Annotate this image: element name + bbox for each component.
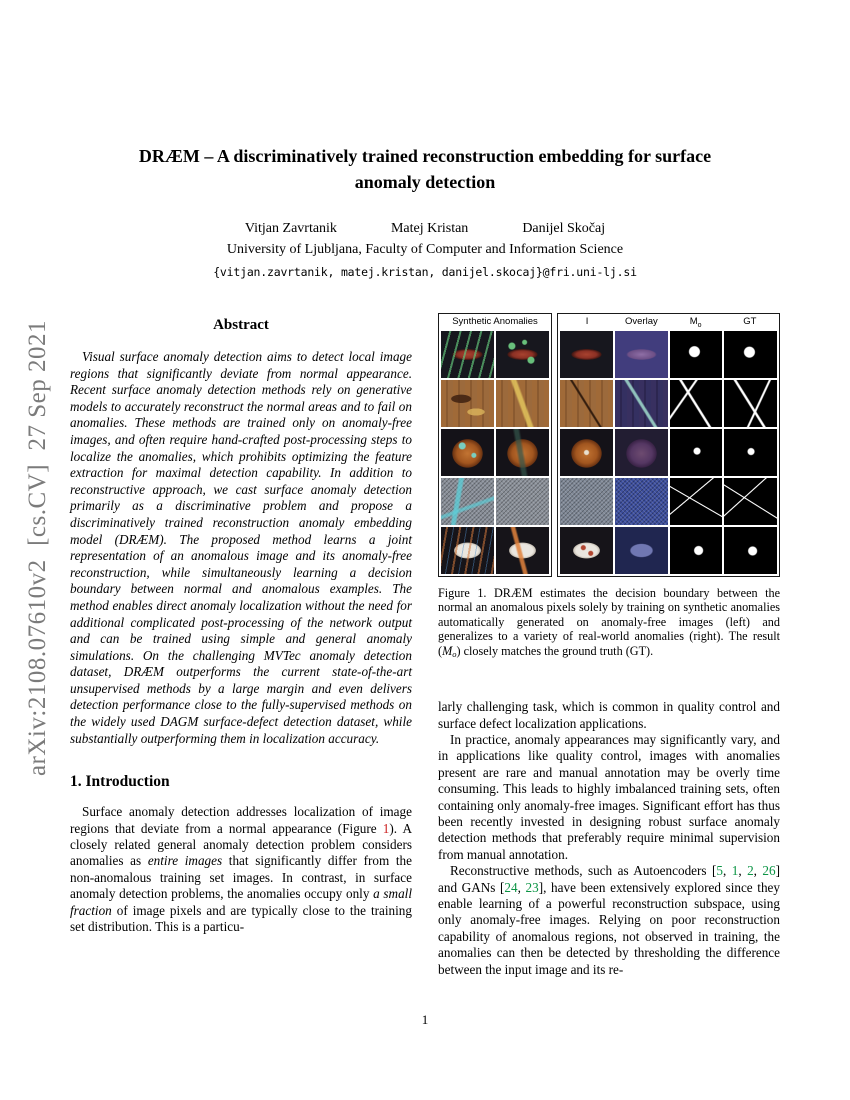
author-name-3: Danijel Skočaj [522, 221, 606, 236]
fig-cell-wood-gt [724, 380, 777, 427]
figure-panel-synthetic [438, 313, 552, 577]
fig-cell-capsule-syn2 [496, 331, 549, 378]
figure-header-synthetic: Synthetic Anomalies [452, 316, 538, 327]
fig-cell-capsule-gt [724, 331, 777, 378]
figure-1-grids [438, 313, 780, 577]
fig-cell-grid-mo [670, 478, 723, 525]
citation-link[interactable]: 24 [504, 879, 518, 895]
fig-cell-hazelnut-i [560, 429, 613, 476]
affiliation: University of Ljubljana, Faculty of Computer and Information Science [226, 242, 624, 257]
figure-grid-real [558, 329, 779, 576]
figure-col-header-gt: GT [743, 316, 757, 327]
body-paragraph-2: In practice, anomaly appearances may significantly vary, and in applications like quality control, images with anomalies present are rare and manual annotation may be overly time consuming. This leads to highly imbalanced training sets, often containing only anomaly-free images. Significant effort has thus been recently invested in designing robust surface anomaly detection methods that preferably require minimal supervision from manual annotation. [438, 731, 780, 862]
figure-col-header-overlay: Overlay [625, 316, 658, 327]
fig-cell-pill-overlay [615, 527, 668, 574]
arxiv-watermark: arXiv:2108.07610v2 [cs.CV] 27 Sep 2021 [24, 319, 51, 777]
page-number: 1 [421, 1012, 429, 1027]
fig-cell-wood-overlay [615, 380, 668, 427]
fig-cell-wood-syn2 [496, 380, 549, 427]
figure-real-headers [558, 314, 779, 329]
paper-header [0, 0, 850, 279]
fig-cell-wood-mo [670, 380, 723, 427]
body-paragraph-3: Reconstructive methods, such as Autoencoders [5, 1, 2, 26] and GANs [24, 23], have been extensively explored since they enable learning of a powerful reconstruction subspace, using only anomaly-free images. Relying on poor reconstruction capability of anomalous regions, not observed in training, the anomalies can then be detected by thresholding the difference between the input image and its re- [438, 863, 781, 977]
fig-cell-capsule-overlay [615, 331, 668, 378]
fig-cell-grid-overlay [615, 478, 668, 525]
abstract-text: Visual surface anomaly detection aims to detect local image regions that significantly deviate from normal appearance. Recent surface anomaly detection methods rely on generative models to accurately reconstruct the normal areas and to fail on anomalies. These methods are trained only on anomaly-free images, and often require hand-crafted post-processing steps to localize the anomalies, which prohibits optimizing the feature extraction for maximal detection capability. In addition to reconstructive approach, we cast surface anomaly detection primarily as a discriminative problem and propose a discriminatively trained reconstruction anomaly embedding model (DRÆM). The proposed method learns a joint representation of an anomalous image and its anomaly-free reconstruction, while simultaneously learning a decision boundary between normal and anomalous examples. The method enables direct anomaly localization without the need for additional complicated post-processing of the network output and can be trained using simple and general anomaly simulations. On the challenging MVTec anomaly detection dataset, DRÆM outperforms the current state-of-the-art unsupervised methods by a large margin and even delivers detection performance close to the fully-supervised methods on the widely used DAGM surface-defect detection dataset, while substantially outperforming them in localization accuracy. [70, 349, 412, 746]
fig-cell-pill-mo [670, 527, 723, 574]
figure-col-header-i: I [585, 316, 589, 327]
citation-link[interactable]: 26 [762, 863, 776, 879]
fig-cell-pill-syn2 [496, 527, 549, 574]
fig-cell-grid-syn1 [441, 478, 494, 525]
fig-cell-hazelnut-gt [724, 429, 777, 476]
fig-cell-capsule-syn1 [441, 331, 494, 378]
figure-ref-link[interactable]: 1 [382, 820, 390, 836]
fig-cell-hazelnut-syn1 [441, 429, 494, 476]
fig-cell-capsule-mo [670, 331, 723, 378]
fig-cell-wood-i [560, 380, 613, 427]
two-column-body [0, 313, 850, 978]
fig-cell-pill-syn1 [441, 527, 494, 574]
intro-paragraph-1: Surface anomaly detection addresses localization of image regions that deviate from a normal appearance (Figure 1). A closely related general anomaly detection problem considers anomalies as entire images that significantly differ from the non-anomalous training set images. In contrast, in surface anomaly detection problems, the anomalies occupy only a small fraction of image pixels and are typically close to the training set distribution. This is a particu- [70, 804, 413, 935]
figure-grid-synthetic [439, 329, 551, 576]
fig-cell-hazelnut-mo [670, 429, 723, 476]
figure-panel-real [557, 313, 780, 577]
fig-cell-capsule-i [560, 331, 613, 378]
fig-cell-wood-syn1 [441, 380, 494, 427]
author-name-1: Vitjan Zavrtanik [244, 221, 337, 236]
fig-cell-grid-i [560, 478, 613, 525]
left-column [70, 313, 412, 978]
fig-cell-pill-gt [724, 527, 777, 574]
figure-col-header-mo: $M_o$ [689, 316, 702, 329]
fig-cell-grid-gt [724, 478, 777, 525]
fig-cell-hazelnut-overlay [615, 429, 668, 476]
citation-link[interactable]: 2 [747, 863, 754, 879]
paper-title: DRÆM – A discriminatively trained reconstruction embedding for surface anomaly detection [138, 146, 712, 192]
citation-link[interactable]: 1 [731, 863, 739, 879]
email-line: {vitjan.zavrtanik, matej.kristan, danijel.skocaj}@fri.uni-lj.si [213, 265, 637, 279]
abstract-heading: Abstract [213, 317, 269, 333]
section-heading-introduction: 1. Introduction [70, 773, 170, 791]
citation-link[interactable]: 5 [716, 863, 723, 879]
figure-1-caption: Figure 1. DRÆM estimates the decision boundary between the normal an anomalous pixels solely by training on synthetic anomalies automatically generated on anomaly-free images (left) and generalizes to a variety of real-world anomalies (right). The result (Mo) closely matches the ground truth (GT). [438, 586, 780, 659]
right-column [438, 313, 780, 978]
figure-1 [438, 313, 780, 661]
citation-link[interactable]: 23 [525, 879, 539, 895]
body-paragraph-1: larly challenging task, which is common in quality control and surface defect localization applications. [438, 699, 780, 731]
authors-row [0, 221, 850, 237]
fig-cell-pill-i [560, 527, 613, 574]
author-name-2: Matej Kristan [390, 221, 469, 236]
fig-cell-grid-syn2 [496, 478, 549, 525]
fig-cell-hazelnut-syn2 [496, 429, 549, 476]
